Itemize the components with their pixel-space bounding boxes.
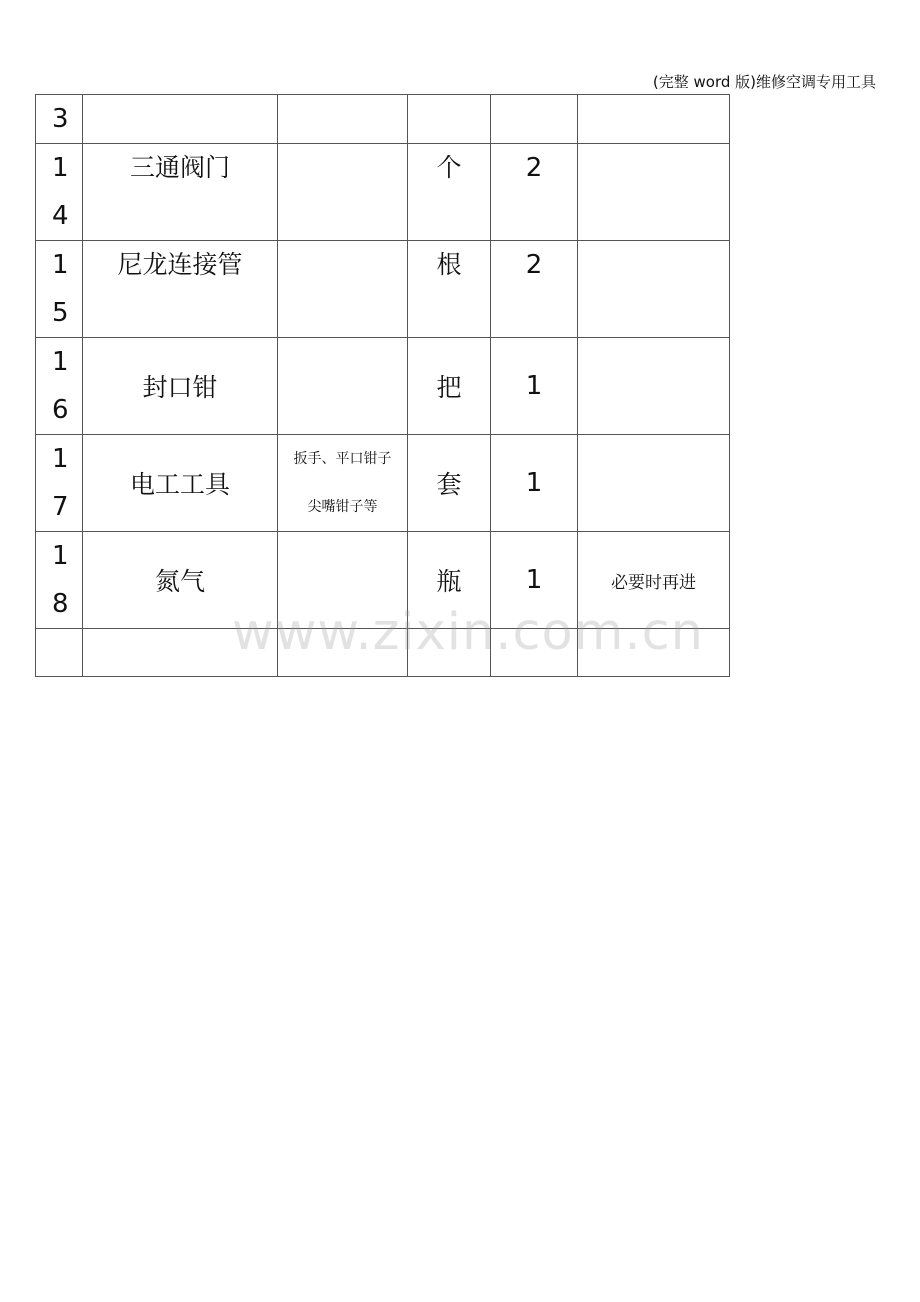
tool-spec-cell — [278, 532, 408, 629]
quantity-cell — [491, 144, 578, 241]
note-cell — [578, 241, 730, 338]
tool-spec-cell — [278, 435, 408, 532]
tool-name-cell: 电工工具 — [83, 435, 278, 532]
tool-name-cell: 封口钳 — [83, 338, 278, 435]
row-number-line: 5 — [52, 298, 69, 328]
note-cell — [578, 629, 730, 677]
tools-table — [35, 94, 730, 677]
quantity-cell — [491, 241, 578, 338]
table-row — [36, 435, 730, 532]
row-number-cell — [36, 629, 83, 677]
quantity-cell: 1 — [491, 532, 578, 629]
row-number-line: 1 — [52, 444, 69, 474]
quantity-text: 2 — [525, 153, 543, 183]
row-number-line: 7 — [52, 492, 69, 522]
table-row — [36, 338, 730, 435]
row-number-line: 1 — [52, 250, 69, 280]
tool-name-cell — [83, 144, 278, 241]
note-cell — [578, 95, 730, 144]
row-number-line: 8 — [52, 589, 69, 619]
note-cell — [578, 338, 730, 435]
row-number-cell — [36, 338, 83, 435]
watermark: www.zixin.com.cn — [232, 603, 704, 662]
unit-cell — [408, 629, 491, 677]
row-number-cell — [36, 144, 83, 241]
table-row — [36, 95, 730, 144]
tool-name-cell — [83, 241, 278, 338]
row-number-cell — [36, 241, 83, 338]
tool-name: 三通阀门 — [129, 153, 230, 182]
tool-spec-cell — [278, 338, 408, 435]
row-number-line: 1 — [52, 153, 69, 183]
tool-spec-cell — [278, 144, 408, 241]
tool-spec-cell — [278, 629, 408, 677]
unit-cell — [408, 241, 491, 338]
tool-name: 尼龙连接管 — [117, 250, 243, 279]
note-cell — [578, 435, 730, 532]
row-number-line: 3 — [52, 104, 69, 134]
table-row — [36, 629, 730, 677]
tool-spec-cell — [278, 95, 408, 144]
unit-text: 个 — [436, 153, 462, 182]
quantity-cell: 1 — [491, 338, 578, 435]
unit-cell: 把 — [408, 338, 491, 435]
tool-spec-line: 扳手、平口钳子 — [293, 451, 392, 467]
quantity-cell — [491, 95, 578, 144]
quantity-cell: 1 — [491, 435, 578, 532]
table-row — [36, 532, 730, 629]
note-cell — [578, 144, 730, 241]
tool-name-cell: 氮气 — [83, 532, 278, 629]
row-number-cell — [36, 95, 83, 144]
row-number-line: 6 — [52, 395, 69, 425]
row-number-line: 1 — [52, 541, 69, 571]
table-row — [36, 241, 730, 338]
document-header-title: (完整 word 版)维修空调专用工具 — [652, 73, 876, 91]
quantity-text: 2 — [525, 250, 543, 280]
row-number-cell — [36, 435, 83, 532]
row-number-line: 1 — [52, 347, 69, 377]
unit-cell: 套 — [408, 435, 491, 532]
unit-cell — [408, 144, 491, 241]
row-number-cell — [36, 532, 83, 629]
quantity-cell — [491, 629, 578, 677]
unit-cell — [408, 95, 491, 144]
row-number-line: 4 — [52, 201, 69, 231]
unit-cell: 瓶 — [408, 532, 491, 629]
tool-name-cell — [83, 629, 278, 677]
unit-text: 根 — [436, 250, 462, 279]
tool-spec-line: 尖嘴钳子等 — [307, 499, 378, 515]
tool-spec-cell — [278, 241, 408, 338]
note-cell: 必要时再进 — [578, 532, 730, 629]
table-row — [36, 144, 730, 241]
tool-name-cell — [83, 95, 278, 144]
